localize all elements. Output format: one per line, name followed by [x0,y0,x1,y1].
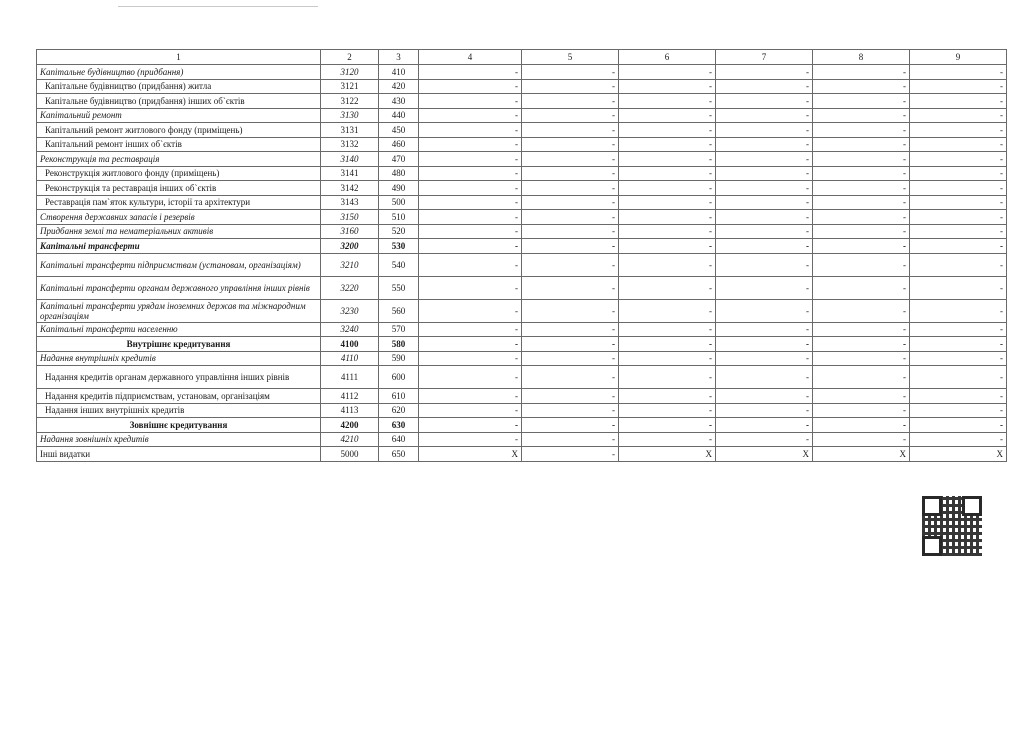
row-value-cell: - [419,432,522,447]
row-value-cell: - [419,276,522,299]
table-row [37,389,1007,404]
row-value-cell: - [419,152,522,167]
row-value-cell: - [419,322,522,337]
table-row [37,65,1007,80]
row-value-cell: - [522,137,619,152]
row-name-cell: Реконструкція житлового фонду (приміщень) [37,166,321,181]
row-value-cell: - [813,418,910,433]
row-value-cell: - [419,94,522,109]
row-value-cell: - [619,403,716,418]
row-value-cell: - [813,94,910,109]
row-value-cell: - [619,432,716,447]
row-line-cell: 560 [379,299,419,322]
table-row [37,403,1007,418]
row-name-cell: Капітальне будівництво (придбання) житла [37,79,321,94]
row-value-cell: - [522,210,619,225]
row-value-cell: - [813,432,910,447]
row-value-cell: - [522,276,619,299]
expenditure-report-table [36,49,1007,462]
row-value-cell: - [716,322,813,337]
row-value-cell: - [716,432,813,447]
row-value-cell: - [419,137,522,152]
row-value-cell: - [522,123,619,138]
row-value-cell: - [716,152,813,167]
row-value-cell: - [522,389,619,404]
row-value-cell: - [619,123,716,138]
row-value-cell: - [522,403,619,418]
row-value-cell: X [419,447,522,462]
table-row [37,210,1007,225]
row-value-cell: - [619,79,716,94]
row-value-cell: - [716,137,813,152]
row-value-cell: - [716,239,813,254]
row-line-cell: 480 [379,166,419,181]
row-value-cell: - [910,108,1007,123]
row-value-cell: - [910,322,1007,337]
row-value-cell: - [910,366,1007,389]
row-value-cell: - [716,181,813,196]
row-code-cell: 3210 [321,253,379,276]
row-value-cell: - [522,253,619,276]
row-name-cell: Надання внутрішніх кредитів [37,351,321,366]
row-code-cell: 3120 [321,65,379,80]
row-value-cell: - [813,224,910,239]
row-value-cell: - [813,79,910,94]
row-code-cell: 3240 [321,322,379,337]
row-value-cell: - [419,79,522,94]
column-header: 9 [910,50,1007,65]
row-value-cell: - [716,389,813,404]
table-row [37,123,1007,138]
row-code-cell: 3200 [321,239,379,254]
row-value-cell: - [813,253,910,276]
row-value-cell: - [619,108,716,123]
row-code-cell: 4210 [321,432,379,447]
row-name-cell: Реставрація пам`яток культури, історії та архітектури [37,195,321,210]
row-value-cell: - [419,337,522,352]
row-value-cell: - [522,224,619,239]
row-value-cell: - [910,276,1007,299]
row-value-cell: - [716,299,813,322]
row-value-cell: - [716,65,813,80]
row-value-cell: - [522,65,619,80]
row-value-cell: - [910,239,1007,254]
row-value-cell: - [522,447,619,462]
row-value-cell: - [419,65,522,80]
row-value-cell: - [910,337,1007,352]
row-code-cell: 4100 [321,337,379,352]
table-row [37,337,1007,352]
row-code-cell: 3121 [321,79,379,94]
table-row [37,322,1007,337]
row-value-cell: - [619,253,716,276]
row-value-cell: - [910,224,1007,239]
row-value-cell: X [619,447,716,462]
row-name-cell: Придбання землі та нематеріальних активів [37,224,321,239]
table-row [37,447,1007,462]
row-line-cell: 440 [379,108,419,123]
row-name-cell: Надання кредитів органам державного управління інших рівнів [37,366,321,389]
row-value-cell: - [716,351,813,366]
table-row [37,181,1007,196]
row-value-cell: - [522,418,619,433]
row-value-cell: - [813,322,910,337]
row-value-cell: - [522,108,619,123]
row-value-cell: - [910,210,1007,225]
row-value-cell: - [910,65,1007,80]
table-row [37,351,1007,366]
row-value-cell: - [813,65,910,80]
row-value-cell: - [522,195,619,210]
row-value-cell: - [716,337,813,352]
row-value-cell: - [419,166,522,181]
scan-artifact-line [118,6,318,7]
row-name-cell: Капітальні трансферти [37,239,321,254]
row-value-cell: - [619,94,716,109]
row-value-cell: - [419,351,522,366]
row-value-cell: - [419,403,522,418]
row-value-cell: - [910,79,1007,94]
row-name-cell: Надання зовнішніх кредитів [37,432,321,447]
row-line-cell: 470 [379,152,419,167]
row-line-cell: 500 [379,195,419,210]
row-name-cell: Капітальні трансферти органам державного управління інших рівнів [37,276,321,299]
row-value-cell: - [522,366,619,389]
row-value-cell: - [716,403,813,418]
row-code-cell: 3132 [321,137,379,152]
row-value-cell: - [813,152,910,167]
row-line-cell: 610 [379,389,419,404]
row-value-cell: - [716,123,813,138]
row-line-cell: 570 [379,322,419,337]
row-value-cell: - [522,432,619,447]
row-name-cell: Капітальний ремонт [37,108,321,123]
row-name-cell: Капітальне будівництво (придбання) інших об`єктів [37,94,321,109]
row-value-cell: - [813,276,910,299]
row-value-cell: - [619,152,716,167]
row-code-cell: 4110 [321,351,379,366]
row-value-cell: - [619,65,716,80]
row-value-cell: - [910,123,1007,138]
row-value-cell: - [419,195,522,210]
row-name-cell: Капітальні трансферти населенню [37,322,321,337]
row-value-cell: - [813,181,910,196]
row-value-cell: - [813,239,910,254]
row-code-cell: 3143 [321,195,379,210]
row-code-cell: 4113 [321,403,379,418]
row-line-cell: 580 [379,337,419,352]
row-value-cell: - [716,276,813,299]
row-value-cell: X [716,447,813,462]
row-line-cell: 550 [379,276,419,299]
row-value-cell: - [619,366,716,389]
row-value-cell: - [619,322,716,337]
row-line-cell: 540 [379,253,419,276]
row-value-cell: - [522,239,619,254]
row-value-cell: - [522,322,619,337]
row-value-cell: - [910,137,1007,152]
row-value-cell: - [419,299,522,322]
row-value-cell: - [419,181,522,196]
row-value-cell: - [910,432,1007,447]
table-row [37,79,1007,94]
column-header: 7 [716,50,813,65]
column-header: 1 [37,50,321,65]
table-row [37,253,1007,276]
row-value-cell: - [522,337,619,352]
column-header: 3 [379,50,419,65]
row-value-cell: - [813,137,910,152]
row-code-cell: 3131 [321,123,379,138]
table-row [37,94,1007,109]
row-value-cell: - [910,299,1007,322]
row-value-cell: - [619,276,716,299]
row-code-cell: 3130 [321,108,379,123]
row-value-cell: - [716,418,813,433]
row-value-cell: - [813,195,910,210]
row-code-cell: 3122 [321,94,379,109]
row-value-cell: - [716,79,813,94]
row-value-cell: - [419,123,522,138]
row-value-cell: - [910,418,1007,433]
row-value-cell: - [419,366,522,389]
row-value-cell: - [910,351,1007,366]
column-header: 5 [522,50,619,65]
row-value-cell: - [419,418,522,433]
table-row [37,432,1007,447]
row-value-cell: - [813,403,910,418]
row-value-cell: - [910,152,1007,167]
row-name-cell: Реконструкція та реставрація [37,152,321,167]
row-code-cell: 4200 [321,418,379,433]
row-value-cell: - [522,152,619,167]
row-value-cell: X [813,447,910,462]
row-value-cell: - [619,351,716,366]
row-line-cell: 420 [379,79,419,94]
row-value-cell: - [813,166,910,181]
row-name-cell: Капітальний ремонт житлового фонду (приміщень) [37,123,321,138]
row-line-cell: 620 [379,403,419,418]
row-line-cell: 450 [379,123,419,138]
row-value-cell: - [419,389,522,404]
row-value-cell: - [813,389,910,404]
row-value-cell: - [910,94,1007,109]
row-line-cell: 530 [379,239,419,254]
row-value-cell: - [813,108,910,123]
row-name-cell: Капітальні трансферти підприємствам (установам, організаціям) [37,253,321,276]
row-value-cell: - [419,108,522,123]
row-name-cell: Капітальний ремонт інших об`єктів [37,137,321,152]
row-value-cell: - [813,123,910,138]
row-line-cell: 460 [379,137,419,152]
row-value-cell: - [522,351,619,366]
row-value-cell: - [910,403,1007,418]
row-name-cell: Капітальне будівництво (придбання) [37,65,321,80]
row-code-cell: 3142 [321,181,379,196]
row-value-cell: - [813,210,910,225]
table-row [37,195,1007,210]
row-name-cell: Створення державних запасів і резервів [37,210,321,225]
row-value-cell: - [813,351,910,366]
table-row [37,276,1007,299]
row-code-cell: 3160 [321,224,379,239]
row-value-cell: X [910,447,1007,462]
row-name-cell: Внутрішнє кредитування [37,337,321,352]
row-name-cell: Зовнішнє кредитування [37,418,321,433]
row-value-cell: - [716,253,813,276]
table-row [37,137,1007,152]
row-name-cell: Інші видатки [37,447,321,462]
row-value-cell: - [619,418,716,433]
row-name-cell: Реконструкція та реставрація інших об`єктів [37,181,321,196]
column-header: 2 [321,50,379,65]
row-value-cell: - [619,337,716,352]
row-line-cell: 600 [379,366,419,389]
row-code-cell: 4112 [321,389,379,404]
row-value-cell: - [619,137,716,152]
row-code-cell: 3230 [321,299,379,322]
row-line-cell: 410 [379,65,419,80]
row-line-cell: 650 [379,447,419,462]
row-value-cell: - [419,224,522,239]
row-name-cell: Капітальні трансферти урядам іноземних держав та міжнародним організаціям [37,299,321,322]
row-value-cell: - [619,299,716,322]
row-value-cell: - [619,389,716,404]
qr-code [922,496,982,556]
row-line-cell: 590 [379,351,419,366]
table-row [37,224,1007,239]
row-code-cell: 3140 [321,152,379,167]
row-name-cell: Надання інших внутрішніх кредитів [37,403,321,418]
row-value-cell: - [716,108,813,123]
row-value-cell: - [522,166,619,181]
row-value-cell: - [813,366,910,389]
row-value-cell: - [716,94,813,109]
row-line-cell: 430 [379,94,419,109]
row-value-cell: - [813,337,910,352]
column-header: 6 [619,50,716,65]
row-code-cell: 3150 [321,210,379,225]
row-value-cell: - [619,181,716,196]
column-header: 8 [813,50,910,65]
row-value-cell: - [910,195,1007,210]
row-value-cell: - [522,94,619,109]
row-line-cell: 490 [379,181,419,196]
row-code-cell: 3220 [321,276,379,299]
table-row [37,366,1007,389]
table-row [37,108,1007,123]
table-row [37,152,1007,167]
row-value-cell: - [619,239,716,254]
column-header: 4 [419,50,522,65]
row-value-cell: - [419,239,522,254]
row-value-cell: - [619,224,716,239]
row-value-cell: - [716,224,813,239]
row-value-cell: - [522,79,619,94]
table-row [37,166,1007,181]
row-line-cell: 510 [379,210,419,225]
row-value-cell: - [419,253,522,276]
row-value-cell: - [619,210,716,225]
row-value-cell: - [910,166,1007,181]
row-value-cell: - [419,210,522,225]
report-table-container [36,49,1006,462]
row-code-cell: 3141 [321,166,379,181]
row-value-cell: - [813,299,910,322]
row-value-cell: - [522,299,619,322]
row-line-cell: 630 [379,418,419,433]
row-value-cell: - [716,210,813,225]
row-value-cell: - [910,181,1007,196]
row-line-cell: 520 [379,224,419,239]
row-value-cell: - [522,181,619,196]
row-value-cell: - [716,366,813,389]
table-row [37,299,1007,322]
table-row [37,239,1007,254]
row-value-cell: - [716,195,813,210]
row-value-cell: - [619,195,716,210]
row-value-cell: - [910,389,1007,404]
row-value-cell: - [619,166,716,181]
column-number-header-row [37,50,1007,65]
row-name-cell: Надання кредитів підприємствам, установам, організаціям [37,389,321,404]
row-value-cell: - [910,253,1007,276]
row-line-cell: 640 [379,432,419,447]
row-value-cell: - [716,166,813,181]
table-row [37,418,1007,433]
row-code-cell: 4111 [321,366,379,389]
row-code-cell: 5000 [321,447,379,462]
